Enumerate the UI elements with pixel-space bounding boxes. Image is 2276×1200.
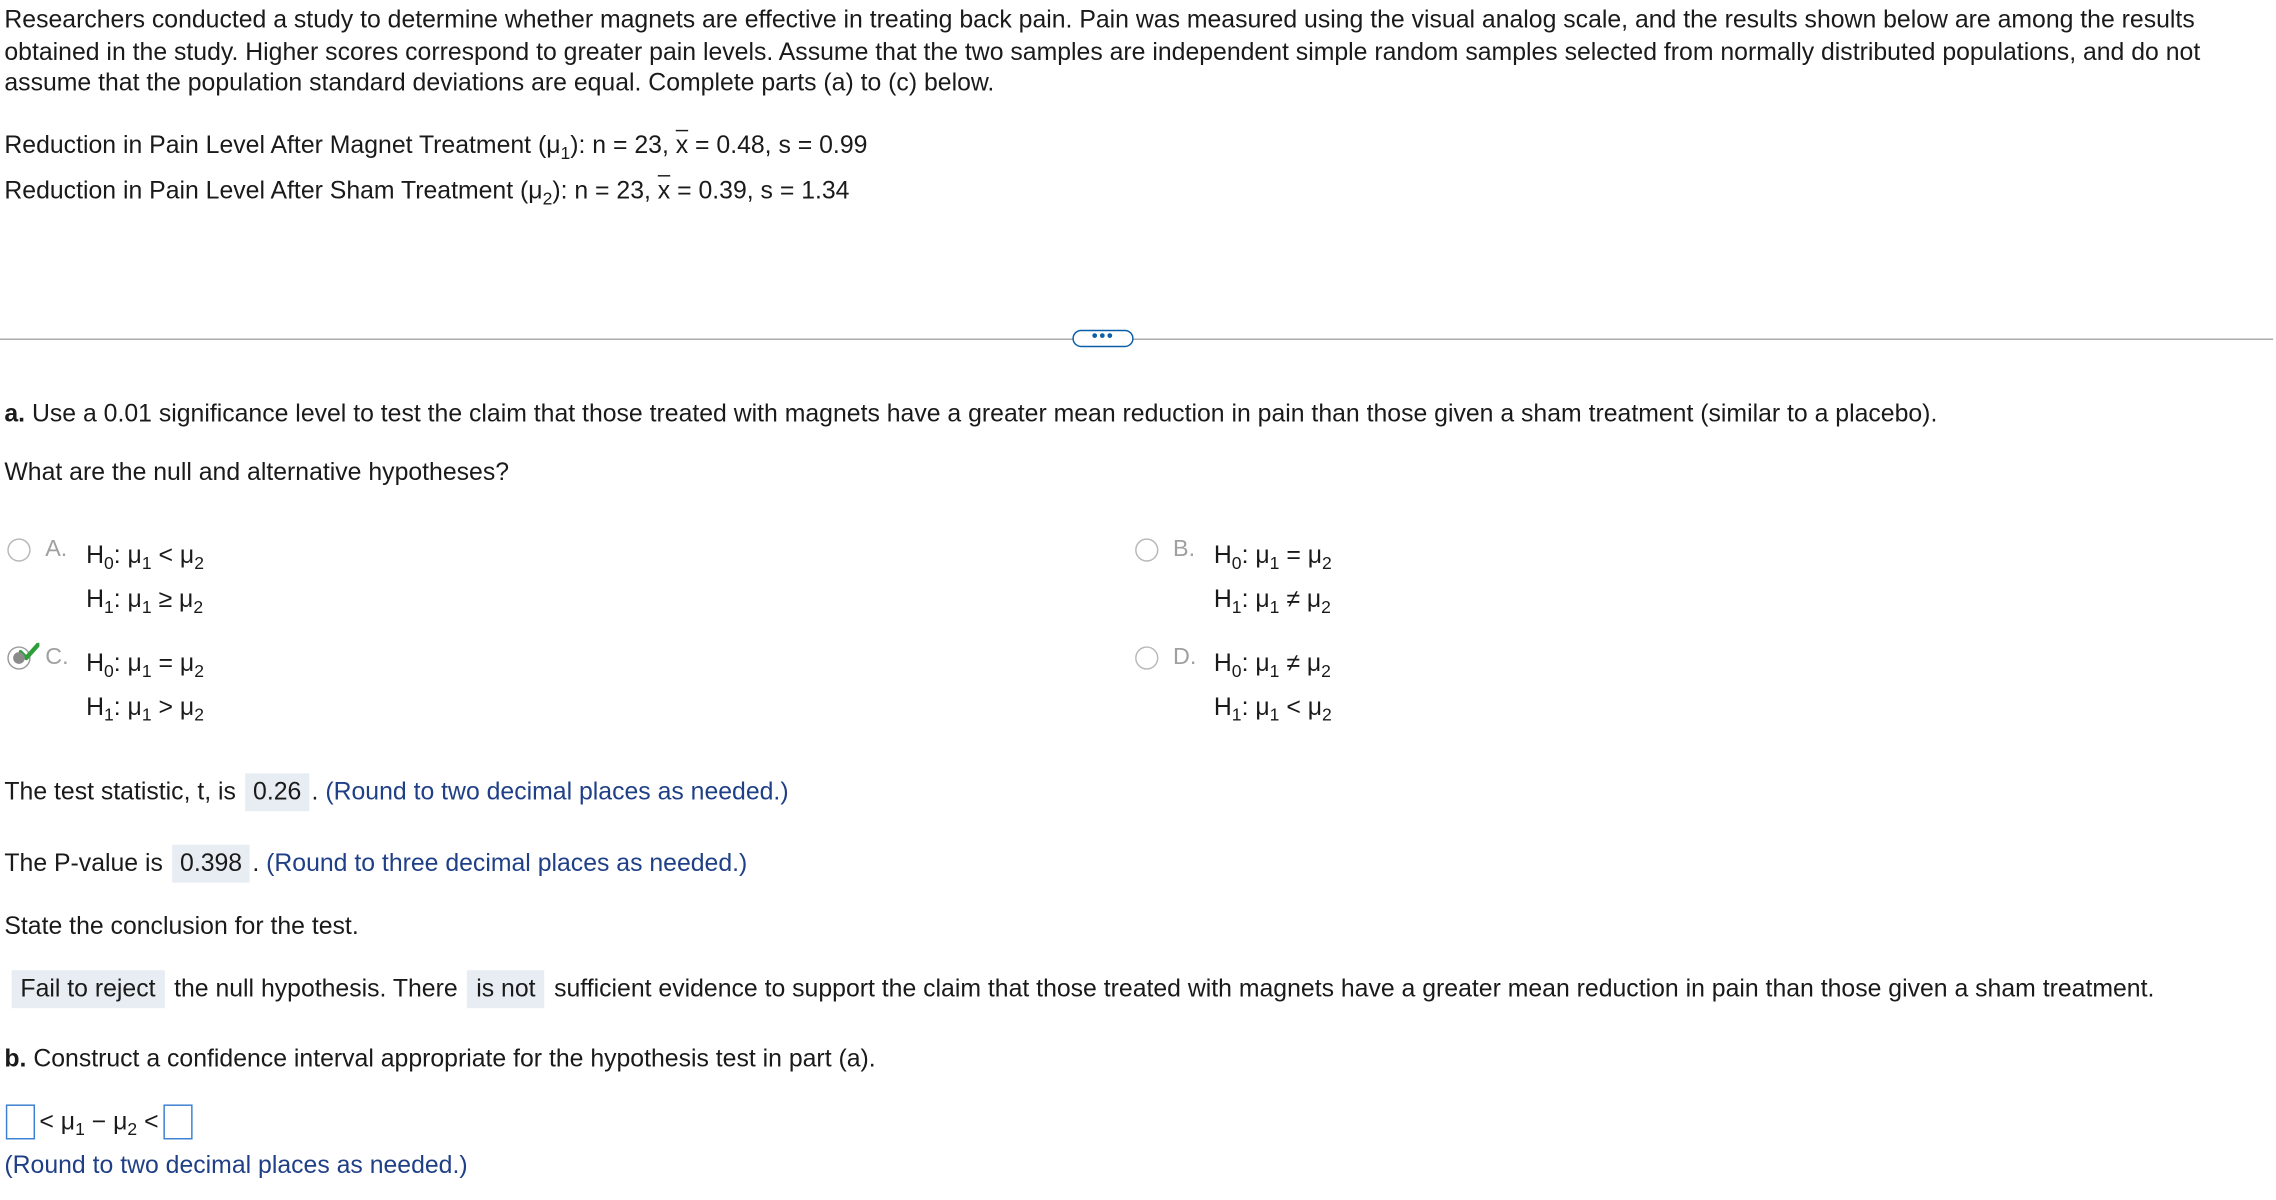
sample2-label: Reduction in Pain Level After Sham Treatment ( bbox=[4, 176, 529, 205]
option-c[interactable] bbox=[7, 642, 204, 730]
h-symbol: H bbox=[1213, 649, 1232, 677]
h-symbol: H bbox=[86, 693, 104, 721]
p-value-label: The P-value is bbox=[4, 849, 170, 877]
hypothesis-pair bbox=[86, 642, 204, 730]
operator: < bbox=[158, 541, 174, 570]
operator: < bbox=[1286, 693, 1301, 721]
p-value-answer[interactable]: 0.398 bbox=[173, 845, 250, 883]
operator: = bbox=[1286, 541, 1301, 570]
radio-button-c[interactable] bbox=[7, 646, 30, 669]
subscript: 1 bbox=[1269, 552, 1280, 574]
evidence-dropdown[interactable]: is not bbox=[467, 970, 544, 1008]
null-hypothesis: $H_0$: $\mu_1 < \mu_2$ bbox=[86, 541, 204, 574]
subscript: 2 bbox=[194, 552, 204, 574]
h-symbol: H bbox=[1213, 585, 1232, 613]
operator: ≥ bbox=[158, 585, 173, 613]
subscript: 1 bbox=[1269, 596, 1280, 618]
null-hypothesis: $H_0$: $\mu_1 = \mu_2$ bbox=[1213, 541, 1332, 574]
mu-symbol: μ bbox=[179, 649, 195, 677]
mu-symbol: μ bbox=[179, 585, 194, 613]
mu-symbol: μ bbox=[1307, 693, 1323, 721]
h-symbol: H bbox=[1213, 693, 1232, 721]
subscript: 2 bbox=[194, 660, 204, 682]
subscript: 2 bbox=[542, 188, 553, 209]
test-statistic-label: The test statistic, t, is bbox=[4, 777, 243, 806]
operator: = bbox=[158, 649, 174, 677]
h-symbol: H bbox=[86, 585, 104, 613]
mu-symbol: μ bbox=[1306, 649, 1322, 677]
operator: < bbox=[39, 1107, 54, 1136]
mu-symbol: μ bbox=[127, 541, 142, 570]
subscript: 1 bbox=[141, 704, 152, 726]
part-a-text: Use a 0.01 significance level to test the claim that those treated with magnets have a greater mean reduction in pain than those given a sham treatment (similar to a placebo). bbox=[25, 399, 1938, 428]
null-hypothesis: $H_0$: $\mu_1 = \mu_2$ bbox=[86, 649, 204, 682]
correct-check-icon bbox=[19, 642, 39, 662]
null-hypothesis: $H_0$: $\mu_1 \ne \mu_2$ bbox=[1213, 649, 1331, 682]
option-letter: D. bbox=[1173, 644, 1197, 670]
mu-symbol: μ bbox=[1255, 585, 1270, 613]
sample2-summary bbox=[4, 175, 850, 209]
option-letter: C. bbox=[45, 644, 69, 670]
radio-button-b[interactable] bbox=[1135, 538, 1158, 561]
h-symbol: H bbox=[1213, 541, 1232, 570]
sample1-label: Reduction in Pain Level After Magnet Treatment ( bbox=[4, 131, 547, 160]
confidence-interval bbox=[6, 1104, 192, 1139]
subscript: 2 bbox=[1321, 660, 1331, 682]
part-a-label: a. bbox=[4, 399, 26, 428]
reject-decision-dropdown[interactable]: Fail to reject bbox=[12, 970, 165, 1008]
operator: > bbox=[158, 693, 174, 721]
subscript: 0 bbox=[1231, 552, 1242, 574]
alternative-hypothesis: $H_1$: $\mu_1 \ne \mu_2$ bbox=[1213, 585, 1331, 618]
mu-symbol: μ bbox=[1255, 541, 1270, 570]
part-b-prompt bbox=[4, 1043, 875, 1074]
ci-upper-input[interactable] bbox=[163, 1104, 192, 1139]
subscript: 1 bbox=[1231, 704, 1242, 726]
hypotheses-question: What are the null and alternative hypotheses? bbox=[4, 458, 510, 486]
h-symbol: H bbox=[86, 649, 104, 677]
hypothesis-pair bbox=[86, 534, 204, 622]
part-a-prompt bbox=[4, 398, 1937, 429]
test-statistic-answer[interactable]: 0.26 bbox=[246, 773, 309, 811]
radio-button-d[interactable] bbox=[1135, 646, 1158, 669]
ci-hint: (Round to two decimal places as needed.) bbox=[4, 1151, 468, 1179]
subscript: 1 bbox=[103, 596, 114, 618]
alternative-hypothesis: $H_1$: $\mu_1 \ge \mu_2$ bbox=[86, 585, 204, 618]
option-letter: B. bbox=[1173, 536, 1196, 562]
subscript: 1 bbox=[1269, 704, 1280, 726]
mu-symbol: μ bbox=[179, 541, 195, 570]
alternative-hypothesis: $H_1$: $\mu_1 > \mu_2$ bbox=[86, 693, 204, 726]
subscript: 1 bbox=[560, 142, 571, 164]
part-b-text: Construct a confidence interval appropriate for the hypothesis test in part (a). bbox=[26, 1044, 876, 1073]
subscript: 1 bbox=[141, 552, 152, 574]
conclusion-text: the null hypothesis. There bbox=[167, 974, 465, 1003]
subscript: 0 bbox=[103, 552, 114, 574]
expand-more-button[interactable]: ••• bbox=[1072, 330, 1133, 348]
operator: ≠ bbox=[1286, 649, 1300, 677]
subscript: 2 bbox=[1322, 704, 1332, 726]
subscript: 1 bbox=[1269, 660, 1280, 682]
conclusion-line bbox=[9, 970, 2155, 1008]
mu-symbol: μ bbox=[1306, 585, 1322, 613]
subscript: 1 bbox=[141, 660, 152, 682]
option-b[interactable] bbox=[1135, 534, 1332, 622]
subscript: 1 bbox=[75, 1119, 85, 1140]
hypothesis-pair bbox=[1214, 534, 1332, 622]
operator: ≠ bbox=[1286, 585, 1300, 613]
option-d[interactable] bbox=[1135, 642, 1332, 730]
p-value-line: The P-value is 0.398 . (Round to three decimal places as needed.) bbox=[4, 845, 747, 883]
mu-symbol: μ bbox=[546, 131, 561, 160]
operator: − bbox=[84, 1107, 114, 1136]
mu-symbol: μ bbox=[1255, 649, 1270, 677]
section-divider bbox=[0, 338, 2273, 339]
sample2-stats: = 0.39, s = 1.34 bbox=[670, 176, 850, 205]
ci-lower-input[interactable] bbox=[6, 1104, 35, 1139]
subscript: 2 bbox=[127, 1119, 138, 1140]
subscript: 1 bbox=[141, 596, 152, 618]
radio-button-a[interactable] bbox=[7, 538, 30, 561]
subscript: 1 bbox=[103, 704, 114, 726]
mu-symbol: μ bbox=[127, 693, 142, 721]
option-letter: A. bbox=[45, 536, 68, 562]
hypothesis-pair bbox=[1214, 642, 1332, 730]
state-conclusion-prompt: State the conclusion for the test. bbox=[4, 911, 359, 940]
conclusion-text-end: sufficient evidence to support the claim that those treated with magnets have a greater mean reduction in pain than those given a sham treatment. bbox=[547, 974, 2155, 1003]
test-statistic-line: The test statistic, t, is 0.26 . (Round to two decimal places as needed.) bbox=[4, 773, 788, 811]
operator: < bbox=[144, 1107, 159, 1136]
mu-symbol: μ bbox=[1307, 541, 1323, 570]
subscript: 2 bbox=[1322, 552, 1332, 574]
sample1-summary bbox=[4, 130, 868, 164]
h-symbol: H bbox=[86, 541, 104, 570]
sample1-stats: = 0.48, s = 0.99 bbox=[688, 131, 868, 160]
problem-statement: Researchers conducted a study to determine whether magnets are effective in treating back pain. Pain was measured using the visual analog scale, and the results shown below are among the results obtained in the study. Higher scores correspond to greater pain levels. Assume that the two samples are independent simple random samples selected from normally distributed populations, and do not assume that the population standard deviations are equal. Complete parts (a) to (c) below. bbox=[4, 5, 2201, 97]
part-b-label: b. bbox=[4, 1044, 27, 1073]
subscript: 0 bbox=[103, 660, 114, 682]
sample2-n: ): n = 23, bbox=[552, 176, 658, 205]
mu-symbol: μ bbox=[179, 693, 195, 721]
subscript: 2 bbox=[194, 704, 204, 726]
subscript: 2 bbox=[1321, 596, 1331, 618]
xbar-symbol: $\overline{x}$ bbox=[657, 176, 671, 205]
subscript: 1 bbox=[1231, 596, 1242, 618]
subscript: 0 bbox=[1231, 660, 1242, 682]
mu-symbol: μ bbox=[60, 1107, 76, 1136]
mu-symbol: μ bbox=[127, 585, 142, 613]
xbar-symbol: $\overline{x}$ bbox=[675, 131, 689, 160]
alternative-hypothesis: $H_1$: $\mu_1 < \mu_2$ bbox=[1213, 693, 1332, 726]
option-a[interactable] bbox=[7, 534, 204, 622]
mu-symbol: μ bbox=[528, 176, 543, 205]
test-statistic-hint: (Round to two decimal places as needed.) bbox=[325, 777, 789, 806]
subscript: 2 bbox=[193, 596, 204, 618]
ci-expression bbox=[39, 1106, 159, 1140]
mu-symbol: μ bbox=[127, 649, 142, 677]
mu-symbol: μ bbox=[1255, 693, 1270, 721]
mu-symbol: μ bbox=[113, 1107, 128, 1136]
sample1-n: ): n = 23, bbox=[570, 131, 676, 160]
p-value-hint: (Round to three decimal places as needed.) bbox=[266, 849, 748, 877]
